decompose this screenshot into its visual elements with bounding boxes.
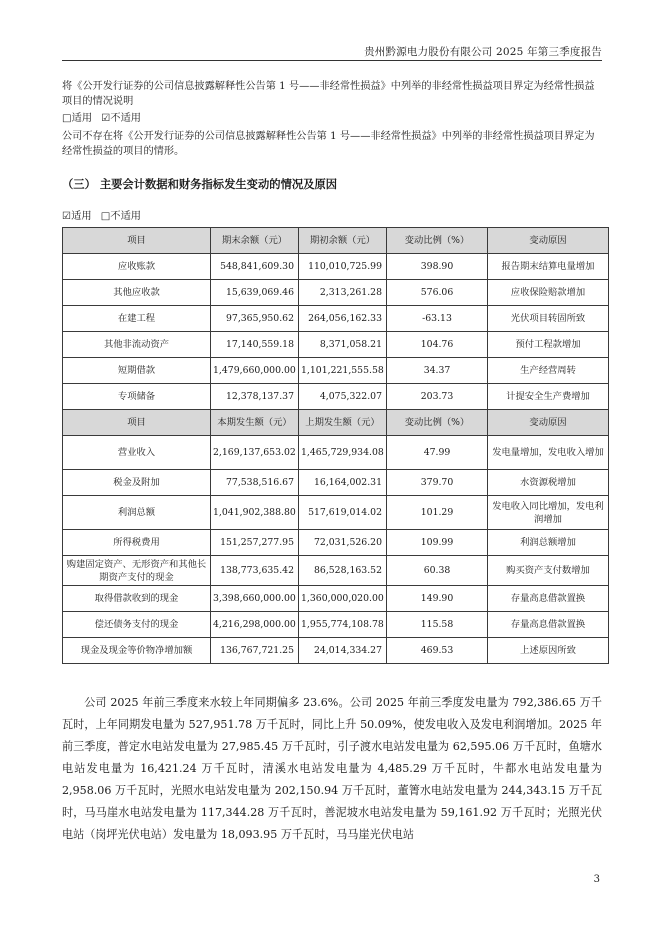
reason-cell: 生产经营周转 (488, 358, 609, 384)
current-value-cell: 548,841,609.30 (211, 254, 299, 280)
column-header: 变动比例（%） (387, 410, 488, 436)
header-divider (62, 60, 602, 61)
table-row (63, 470, 609, 496)
reason-cell: 利润总额增加 (488, 530, 609, 556)
reason-cell: 存量高息借款置换 (488, 586, 609, 612)
item-cell: 购建固定资产、无形资产和其他长期资产支付的现金 (63, 556, 211, 586)
current-value-cell: 3,398,660,000.00 (211, 586, 299, 612)
reason-cell: 存量高息借款置换 (488, 612, 609, 638)
table-row (63, 254, 609, 280)
column-header: 变动原因 (488, 228, 609, 254)
change-ratio-cell: 379.70 (387, 470, 488, 496)
table-row (63, 436, 609, 470)
item-cell: 现金及现金等价物净增加额 (63, 638, 211, 664)
reason-cell: 应收保险赔款增加 (488, 280, 609, 306)
prior-value-cell: 72,031,526.20 (299, 530, 387, 556)
intro-statement: 公司不存在将《公开发行证券的公司信息披露解释性公告第 1 号——非经常性损益》中列举的非经常性损益项目界定为经常性损益的项目的情形。 (62, 131, 595, 157)
item-cell: 营业收入 (63, 436, 211, 470)
current-value-cell: 12,378,137.37 (211, 384, 299, 410)
table-row (63, 612, 609, 638)
item-cell: 其他非流动资产 (63, 332, 211, 358)
reason-cell: 发电量增加，发电收入增加 (488, 436, 609, 470)
item-cell: 偿还债务支付的现金 (63, 612, 211, 638)
prior-value-cell: 110,010,725.99 (299, 254, 387, 280)
current-value-cell: 4,216,298,000.00 (211, 612, 299, 638)
table-row (63, 530, 609, 556)
prior-value-cell: 86,528,163.52 (299, 556, 387, 586)
change-ratio-cell: 115.58 (387, 612, 488, 638)
column-header: 本期发生额（元） (211, 410, 299, 436)
item-cell: 取得借款收到的现金 (63, 586, 211, 612)
prior-value-cell: 264,056,162.33 (299, 306, 387, 332)
prior-value-cell: 2,313,261.28 (299, 280, 387, 306)
reason-cell: 报告期末结算电量增加 (488, 254, 609, 280)
column-header: 项目 (63, 228, 211, 254)
section-heading: （三） 主要会计数据和财务指标发生变动的情况及原因 (62, 177, 338, 191)
reason-cell: 计提安全生产费增加 (488, 384, 609, 410)
change-ratio-cell: 34.37 (387, 358, 488, 384)
item-cell: 应收账款 (63, 254, 211, 280)
current-value-cell: 77,538,516.67 (211, 470, 299, 496)
table-row (63, 280, 609, 306)
item-cell: 短期借款 (63, 358, 211, 384)
prior-value-cell: 1,465,729,934.08 (299, 436, 387, 470)
column-header: 变动比例（%） (387, 228, 488, 254)
change-ratio-cell: 398.90 (387, 254, 488, 280)
change-ratio-cell: 104.76 (387, 332, 488, 358)
change-ratio-cell: 203.73 (387, 384, 488, 410)
item-cell: 其他应收款 (63, 280, 211, 306)
change-ratio-cell: 149.90 (387, 586, 488, 612)
reason-cell: 上述原因所致 (488, 638, 609, 664)
current-value-cell: 2,169,137,653.02 (211, 436, 299, 470)
current-value-cell: 97,365,950.62 (211, 306, 299, 332)
intro-paragraph: 将《公开发行证券的公司信息披露解释性公告第 1 号——非经常性损益》中列举的非经常性损益项目界定为经常性损益项目的情况说明 (62, 81, 595, 107)
column-header: 变动原因 (488, 410, 609, 436)
table-row (63, 306, 609, 332)
reason-cell: 预付工程款增加 (488, 332, 609, 358)
applicable-checkbox-checked: ☑适用 (62, 211, 92, 222)
change-ratio-cell: 576.06 (387, 280, 488, 306)
prior-value-cell: 1,101,221,555.58 (299, 358, 387, 384)
not-applicable-checkbox-unchecked: □不适用 (100, 211, 141, 222)
table-row (63, 332, 609, 358)
change-ratio-cell: 469.53 (387, 638, 488, 664)
applicable-checkbox-unchecked: □适用 (62, 113, 93, 124)
column-header: 期末余额（元） (211, 228, 299, 254)
not-applicable-checkbox-checked: ☑不适用 (101, 113, 141, 124)
income-header-row (63, 410, 609, 436)
change-ratio-cell: 109.99 (387, 530, 488, 556)
intro-checkbox-group (62, 111, 602, 126)
column-header: 上期发生额（元） (299, 410, 387, 436)
current-value-cell: 138,773,635.42 (211, 556, 299, 586)
change-ratio-cell: -63.13 (387, 306, 488, 332)
prior-value-cell: 1,360,000,020.00 (299, 586, 387, 612)
reason-cell: 发电收入同比增加，发电利润增加 (488, 496, 609, 530)
prior-value-cell: 1,955,774,108.78 (299, 612, 387, 638)
column-header: 期初余额（元） (299, 228, 387, 254)
prior-value-cell: 24,014,334.27 (299, 638, 387, 664)
table-row (63, 556, 609, 586)
item-cell: 利润总额 (63, 496, 211, 530)
report-header-title: 贵州黔源电力股份有限公司 2025 年第三季度报告 (364, 46, 602, 58)
change-ratio-cell: 47.99 (387, 436, 488, 470)
analysis-paragraph: 公司 2025 年前三季度来水较上年同期偏多 23.6%。公司 2025 年前三季度发电量为 792,386.65 万千瓦时，上年同期发电量为 527,951.78 万千瓦时，同比上升 50.09%，使发电收入及发电利润增加。2025 年前三季度，普定水电站发电量为 27,985.45 万千瓦时，引子渡水电站发电量为 62,595.06 万千瓦时，鱼塘水电站发电量为 16,421.24 万千瓦时，清溪水电站发电量为 4,485.29 万千瓦时，牛都水电站发电量为 2,958.06 万千瓦时，光照水电站发电量为 202,150.94 万千瓦时，董箐水电站发电量为 244,343.15 万千瓦时，马马崖水电站发电量为 117,344.28 万千瓦时，善泥坡水电站发电量为 59,161.92 万千瓦时；光照光伏电站（岗坪光伏电站）发电量为 18,093.95 万千瓦时，马马崖光伏电站 (62, 696, 602, 841)
reason-cell: 购买资产支付数增加 (488, 556, 609, 586)
current-value-cell: 151,257,277.95 (211, 530, 299, 556)
prior-value-cell: 8,371,058.21 (299, 332, 387, 358)
prior-value-cell: 16,164,002.31 (299, 470, 387, 496)
current-value-cell: 1,041,902,388.80 (211, 496, 299, 530)
current-value-cell: 1,479,660,000.00 (211, 358, 299, 384)
item-cell: 所得税费用 (63, 530, 211, 556)
prior-value-cell: 517,619,014.02 (299, 496, 387, 530)
column-header: 项目 (63, 410, 211, 436)
change-ratio-cell: 101.29 (387, 496, 488, 530)
table-row (63, 358, 609, 384)
balance-header-row (63, 228, 609, 254)
current-value-cell: 15,639,069.46 (211, 280, 299, 306)
current-value-cell: 136,767,721.25 (211, 638, 299, 664)
page-number: 3 (593, 874, 600, 885)
section-checkbox-group (62, 207, 141, 222)
table-row (63, 496, 609, 530)
reason-cell: 水资源税增加 (488, 470, 609, 496)
financial-changes-table (62, 227, 609, 664)
table-row (63, 586, 609, 612)
prior-value-cell: 4,075,322.07 (299, 384, 387, 410)
item-cell: 税金及附加 (63, 470, 211, 496)
reason-cell: 光伏项目转固所致 (488, 306, 609, 332)
table-row (63, 638, 609, 664)
table-row (63, 384, 609, 410)
change-ratio-cell: 60.38 (387, 556, 488, 586)
item-cell: 专项储备 (63, 384, 211, 410)
item-cell: 在建工程 (63, 306, 211, 332)
current-value-cell: 17,140,559.18 (211, 332, 299, 358)
